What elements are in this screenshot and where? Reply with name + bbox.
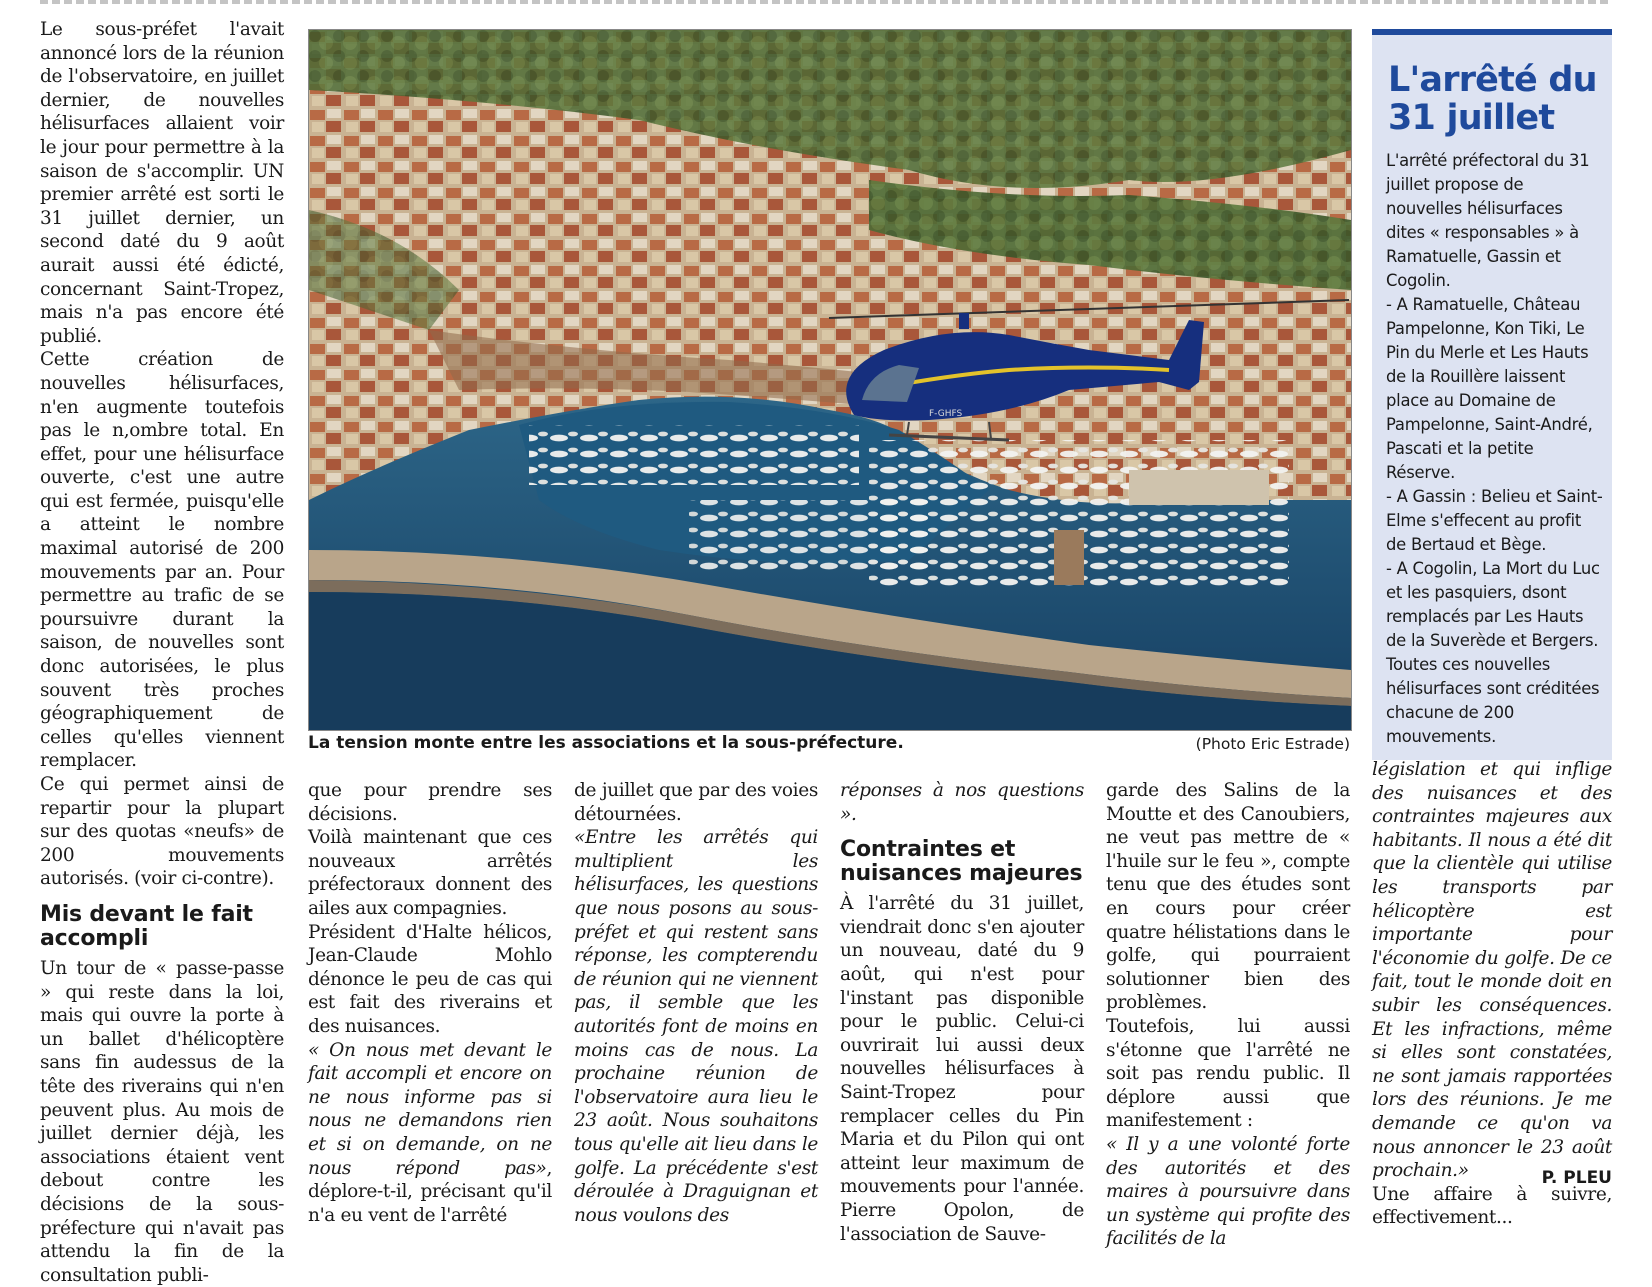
previous-article-cut-line bbox=[40, 0, 1610, 6]
sidebar-item-gassin: - A Gassin : Belieu et Saint-Elme s'effecent au profit de Bertaud et Bège. bbox=[1386, 487, 1603, 554]
photo-caption-block bbox=[308, 733, 1350, 753]
col1-paragraph-3: Ce qui permet ainsi de repartir pour la plupart sur des quotas «neufs» de 200 mouvements autorisés. (voir ci-contre). bbox=[40, 774, 284, 890]
column-2 bbox=[308, 779, 552, 1227]
col6-quote: législation et qui inflige des nuisances et des contraintes majeures aux habitants. Il nous a été dit que la clientèle qui utilise les transports par hélicoptère est importante pour l'économie du golfe. De ce fait, tout le monde doit en subir les conséquences. Et les infractions, même si elles sont constatées, ne sont jamais rapportées lors des réunions. Je me demande ce qu'on va nous annoncer le 23 août prochain.» bbox=[1372, 759, 1612, 1182]
col4-paragraph-1: À l'arrêté du 31 juillet, viendrait donc s'en ajouter un nouveau, daté du 9 août, qui n'est pour l'instant pas disponible pour le public. Celui-ci ouvrirait lui aussi deux nouvelles hélisurfaces à Saint-Tropez pour remplacer celles du Pin Maria et du Pilon qui ont atteint leur maximum de mouvements pour l'année. Pierre Opolon, de l'association de Sauve- bbox=[840, 893, 1084, 1245]
col4-quote-end: réponses à nos questions ». bbox=[840, 780, 1084, 825]
sidebar-item-ramatuelle: - A Ramatuelle, Château Pampelonne, Kon Tiki, Le Pin du Merle et Les Hauts de la Rouillère laissent place au Domaine de Pampelonne, Saint-André, Pascati et la petite Réserve. bbox=[1386, 295, 1593, 482]
column-1 bbox=[40, 18, 284, 1287]
col2-quote-tail: , déplore-t-il, précisant qu'il n'a eu vent de l'arrêté bbox=[308, 1157, 552, 1226]
col3-quote: «Entre les arrêtés qui multiplient les hélisurfaces, les questions que nous posons au sous-préfet et qui restent sans réponse, les compterendu de réunion qui ne viennent pas, il semble que les autorités font de moins en moins cas de nous. La prochaine réunion de l'observatoire aura lieu le 23 août. Nous souhaitons tous qu'elle ait lieu dans le golfe. La précédente s'est déroulée à Draguignan et nous voulons des bbox=[574, 827, 818, 1226]
col1-paragraph-4: Un tour de « passe-passe » qui reste dans la loi, mais qui ouvre la porte à un ballet d'hélicoptère sans fin audessus de la tête des riverains qui n'en peuvent plus. Au mois de juillet dernier déjà, les associations étaient vent debout contre les décisions de la sous-préfecture qui n'avait pas attendu la fin de la consultation publi- bbox=[40, 957, 284, 1286]
subheading-contraintes: Contraintes et nuisances majeures bbox=[840, 837, 1083, 887]
sidebar-title: L'arrêté du 31 juillet bbox=[1388, 60, 1597, 138]
column-5 bbox=[1106, 779, 1350, 1251]
column-6 bbox=[1372, 758, 1612, 1230]
sidebar-outro: Toutes ces nouvelles hélisurfaces sont créditées chacune de 200 mouvements. bbox=[1386, 655, 1600, 746]
col2-paragraph-2: Voilà maintenant que ces nouveaux arrêtés préfectoraux donnent des ailes aux compagnies. bbox=[308, 827, 552, 919]
subheading-fait-accompli: Mis devant le fait accompli bbox=[40, 901, 253, 951]
col3-paragraph-1: de juillet que par des voies détournées. bbox=[574, 780, 818, 825]
col5-paragraph-1: garde des Salins de la Moutte et des Canoubiers, ne veut pas mettre de « l'huile sur le feu », compte tenu que des études sont en cours pour créer quatre hélistations dans le golfe, qui pourraient solutionner bien des problèmes. bbox=[1106, 780, 1350, 1014]
col2-paragraph-4 bbox=[308, 1039, 552, 1228]
sidebar-body bbox=[1386, 149, 1604, 749]
col5-paragraph-2: Toutefois, lui aussi s'étonne que l'arrêté ne soit pas rendu public. Il déplore aussi que manifestement : bbox=[1106, 1015, 1350, 1132]
column-4 bbox=[840, 779, 1084, 1246]
helicopter-registration: F-GHFS bbox=[929, 409, 963, 419]
sidebar-item-cogolin: - A Cogolin, La Mort du Luc et les pasquiers, dsont remplacés par Les Hauts de la Suverède et Bergers. bbox=[1386, 559, 1600, 650]
col2-paragraph-1: que pour prendre ses décisions. bbox=[308, 780, 552, 825]
col1-paragraph-2: Cette création de nouvelles hélisurfaces, n'en augmente toutefois pas le n,ombre total. En effet, pour une hélisurface ouverte, c'est une autre qui est fermée, puisqu'elle a atteint le nombre maximal autorisé de 200 mouvements par an. Pour permettre au trafic de se poursuivre durant la saison, de nouvelles sont donc autorisées, le plus souvent très proches géographiquement de celles qu'elles viennent remplacer. bbox=[40, 349, 284, 772]
col6-paragraph-1: Une affaire à suivre, effectivement... bbox=[1372, 1183, 1612, 1229]
harbor-helicopter-photo bbox=[308, 29, 1352, 731]
col1-paragraph-1: Le sous-préfet l'avait annoncé lors de la réunion de l'observatoire, en juillet dernier, de nouvelles hélisurfaces allaient voir le jour pour permettre à la saison de s'accomplir. UN premier arrêté est sorti le 31 juillet dernier, un second daté du 9 août aurait aussi été édicté, concernant Saint-Tropez, mais n'a pas encore été publié. bbox=[40, 19, 284, 347]
column-3 bbox=[574, 779, 818, 1227]
col5-quote: « Il y a une volonté forte des autorités et des maires à poursuivre dans un système qui profite des facilités de la bbox=[1106, 1133, 1350, 1250]
sidebar-intro: L'arrêté préfectoral du 31 juillet propose de nouvelles hélisurfaces dites « responsables » à Ramatuelle, Gassin et Cogolin. bbox=[1386, 151, 1590, 290]
sidebar-box bbox=[1372, 29, 1612, 760]
col2-quote: « On nous met devant le fait accompli et encore on ne nous informe pas si nous ne demandons rien et si on demande, on ne nous répond pas» bbox=[308, 1039, 552, 1179]
col2-paragraph-3: Président d'Halte hélicos, Jean-Claude Mohlo dénonce le peu de cas qui est fait des riverains et des nuisances. bbox=[308, 921, 552, 1037]
photo-credit: (Photo Eric Estrade) bbox=[1195, 735, 1350, 753]
photo-caption: La tension monte entre les associations et la sous-préfecture. bbox=[308, 733, 904, 753]
author-signature: P. PLEU bbox=[1541, 1168, 1612, 1188]
